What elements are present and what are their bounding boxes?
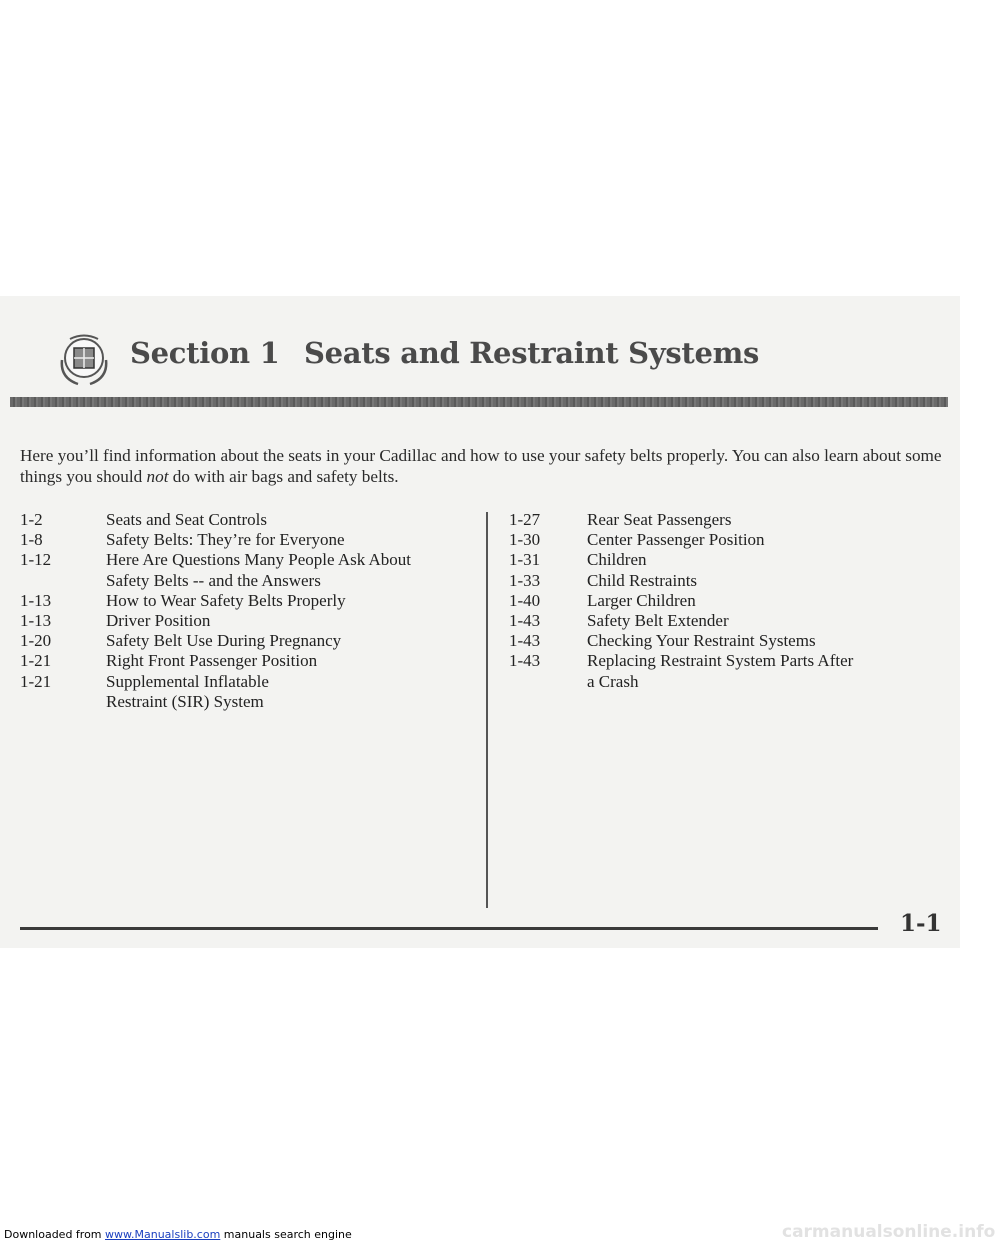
toc-page-number: 1-30	[509, 530, 541, 550]
toc-entry-title: Larger Children	[587, 590, 696, 610]
toc-entry[interactable]	[20, 530, 480, 550]
toc-entry-title: How to Wear Safety Belts Properly	[106, 590, 346, 610]
toc-entry-title: Checking Your Restraint Systems	[587, 631, 816, 651]
toc-entry-title: Center Passenger Position	[587, 530, 765, 550]
toc-entry[interactable]	[20, 631, 480, 651]
toc-entry[interactable]	[509, 591, 939, 611]
toc-entry-title: Right Front Passenger Position	[106, 651, 318, 671]
toc-entry[interactable]	[20, 672, 480, 712]
toc-entry[interactable]	[509, 510, 939, 530]
toc-entry[interactable]	[20, 611, 480, 631]
toc-page-number: 1-2	[20, 510, 43, 529]
toc-entry-title: Child Restraints	[587, 570, 698, 590]
toc-entry-title: Driver Position	[106, 611, 211, 631]
toc-page-number: 1-21	[20, 651, 52, 671]
intro-text-end: do with air bags and safety belts.	[168, 467, 399, 486]
footer-rule	[20, 927, 878, 930]
toc-entry-title: Safety Belt Use During Pregnancy	[106, 631, 342, 651]
toc-page-number: 1-43	[509, 611, 541, 631]
toc-entry[interactable]	[509, 651, 939, 691]
toc-entry[interactable]	[509, 571, 939, 591]
toc-entry-title: Safety Belt Extender	[587, 611, 729, 631]
toc-page-number: 1-31	[509, 550, 541, 570]
intro-emphasis: not	[146, 467, 169, 486]
section-label: Section 1	[130, 336, 280, 370]
toc-entry[interactable]	[509, 550, 939, 570]
toc-right-column	[509, 510, 939, 692]
toc-page-number: 1-43	[509, 631, 541, 651]
toc-entry-title: Seats and Seat Controls	[106, 510, 268, 529]
toc-entry[interactable]	[20, 651, 480, 671]
toc-entry[interactable]	[509, 611, 939, 631]
manualslib-link[interactable]: www.Manualslib.com	[105, 1228, 221, 1241]
toc-page-number: 1-27	[509, 510, 541, 529]
toc-page-number: 1-40	[509, 590, 541, 610]
toc-entry[interactable]	[20, 591, 480, 611]
column-divider	[486, 512, 488, 908]
watermark: carmanualsonline.info	[782, 1222, 995, 1242]
intro-paragraph	[20, 445, 945, 487]
toc-entry-title: Safety Belts: They’re for Everyone	[106, 530, 345, 550]
section-title: Seats and Restraint Systems	[304, 336, 760, 370]
cadillac-crest-icon	[52, 330, 116, 388]
intro-text-start: Here you’ll find information about the seats in your Cadillac and how to use your safety belts properly. You can also learn about some things you should	[20, 446, 942, 486]
toc-page-number: 1-21	[20, 671, 52, 691]
download-footer	[4, 1228, 352, 1241]
toc-entry-title: Here Are Questions Many People Ask About Safety Belts -- and the Answers	[106, 550, 412, 590]
toc-page-number: 1-13	[20, 611, 52, 631]
toc-page-number: 1-8	[20, 530, 43, 550]
footer-prefix: Downloaded from	[4, 1228, 106, 1241]
footer-suffix: manuals search engine	[220, 1228, 352, 1241]
header-divider	[10, 397, 948, 407]
toc-entry-title: Supplemental Inflatable Restraint (SIR) System	[106, 671, 269, 711]
toc-left-column	[20, 510, 480, 712]
toc-entry[interactable]	[509, 530, 939, 550]
toc-page-number: 1-43	[509, 651, 541, 671]
page-number: 1-1	[900, 910, 942, 937]
toc-entry-title: Rear Seat Passengers	[587, 510, 732, 529]
toc-entry[interactable]	[20, 550, 480, 590]
toc-page-number: 1-13	[20, 590, 52, 610]
toc-page-number: 1-12	[20, 550, 52, 570]
toc-entry-title: Children	[587, 550, 647, 570]
toc-page-number: 1-33	[509, 570, 541, 590]
toc-entry[interactable]	[509, 631, 939, 651]
toc-page-number: 1-20	[20, 631, 52, 651]
toc-entry-title: Replacing Restraint System Parts After a Crash	[587, 651, 854, 691]
toc-entry[interactable]	[20, 510, 480, 530]
